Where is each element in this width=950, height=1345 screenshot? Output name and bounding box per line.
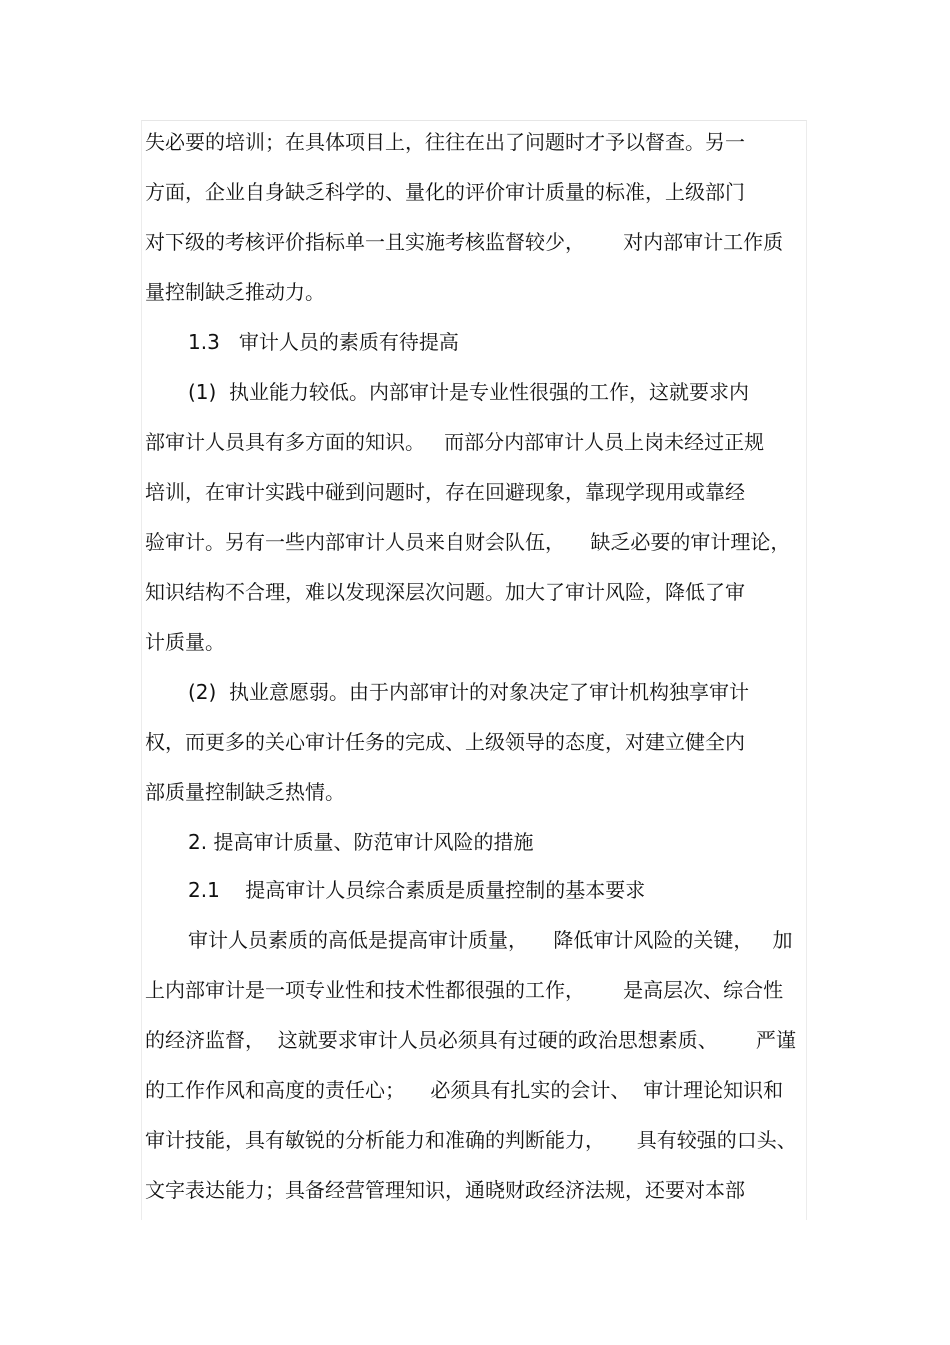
text-line: 部质量控制缺乏热情。: [145, 780, 345, 804]
text-line: 审计技能，具有敏锐的分析能力和准确的判断能力， 具有较强的口头、: [145, 1128, 797, 1152]
text-line: (1) 执业能力较低。内部审计是专业性很强的工作，这就要求内: [188, 380, 750, 404]
section-heading: 2.1 提高审计人员综合素质是质量控制的基本要求: [188, 878, 646, 902]
text-line: 上内部审计是一项专业性和技术性都很强的工作， 是高层次、综合性: [145, 978, 784, 1002]
text-line: 验审计。另有一些内部审计人员来自财会队伍， 缺乏必要的审计理论，: [145, 530, 791, 554]
section-heading: 1.3 审计人员的素质有待提高: [188, 330, 459, 354]
text-line: 部审计人员具有多方面的知识。 而部分内部审计人员上岗未经过正规: [145, 430, 765, 454]
text-line: 的工作作风和高度的责任心； 必须具有扎实的会计、 审计理论知识和: [145, 1078, 784, 1102]
text-line: 权，而更多的关心审计任务的完成、上级领导的态度，对建立健全内: [145, 730, 745, 754]
text-line: 知识结构不合理，难以发现深层次问题。加大了审计风险，降低了审: [145, 580, 745, 604]
text-line: 方面，企业自身缺乏科学的、量化的评价审计质量的标准，上级部门: [145, 180, 745, 204]
text-line: 的经济监督， 这就要求审计人员必须具有过硬的政治思想素质、 严谨: [145, 1028, 796, 1052]
text-line: 失必要的培训；在具体项目上，往往在出了问题时才予以督查。另一: [145, 130, 745, 154]
text-line: 对下级的考核评价指标单一且实施考核监督较少， 对内部审计工作质: [145, 230, 784, 254]
text-line: 量控制缺乏推动力。: [145, 280, 325, 304]
text-line: 审计人员素质的高低是提高审计质量， 降低审计风险的关键， 加: [188, 928, 793, 952]
text-line: 文字表达能力；具备经营管理知识，通晓财政经济法规，还要对本部: [145, 1178, 745, 1202]
text-line: 计质量。: [145, 630, 225, 654]
section-heading: 2. 提高审计质量、防范审计风险的措施: [188, 830, 534, 854]
text-line: (2) 执业意愿弱。由于内部审计的对象决定了审计机构独享审计: [188, 680, 750, 704]
text-line: 培训，在审计实践中碰到问题时，存在回避现象，靠现学现用或靠经: [145, 480, 745, 504]
